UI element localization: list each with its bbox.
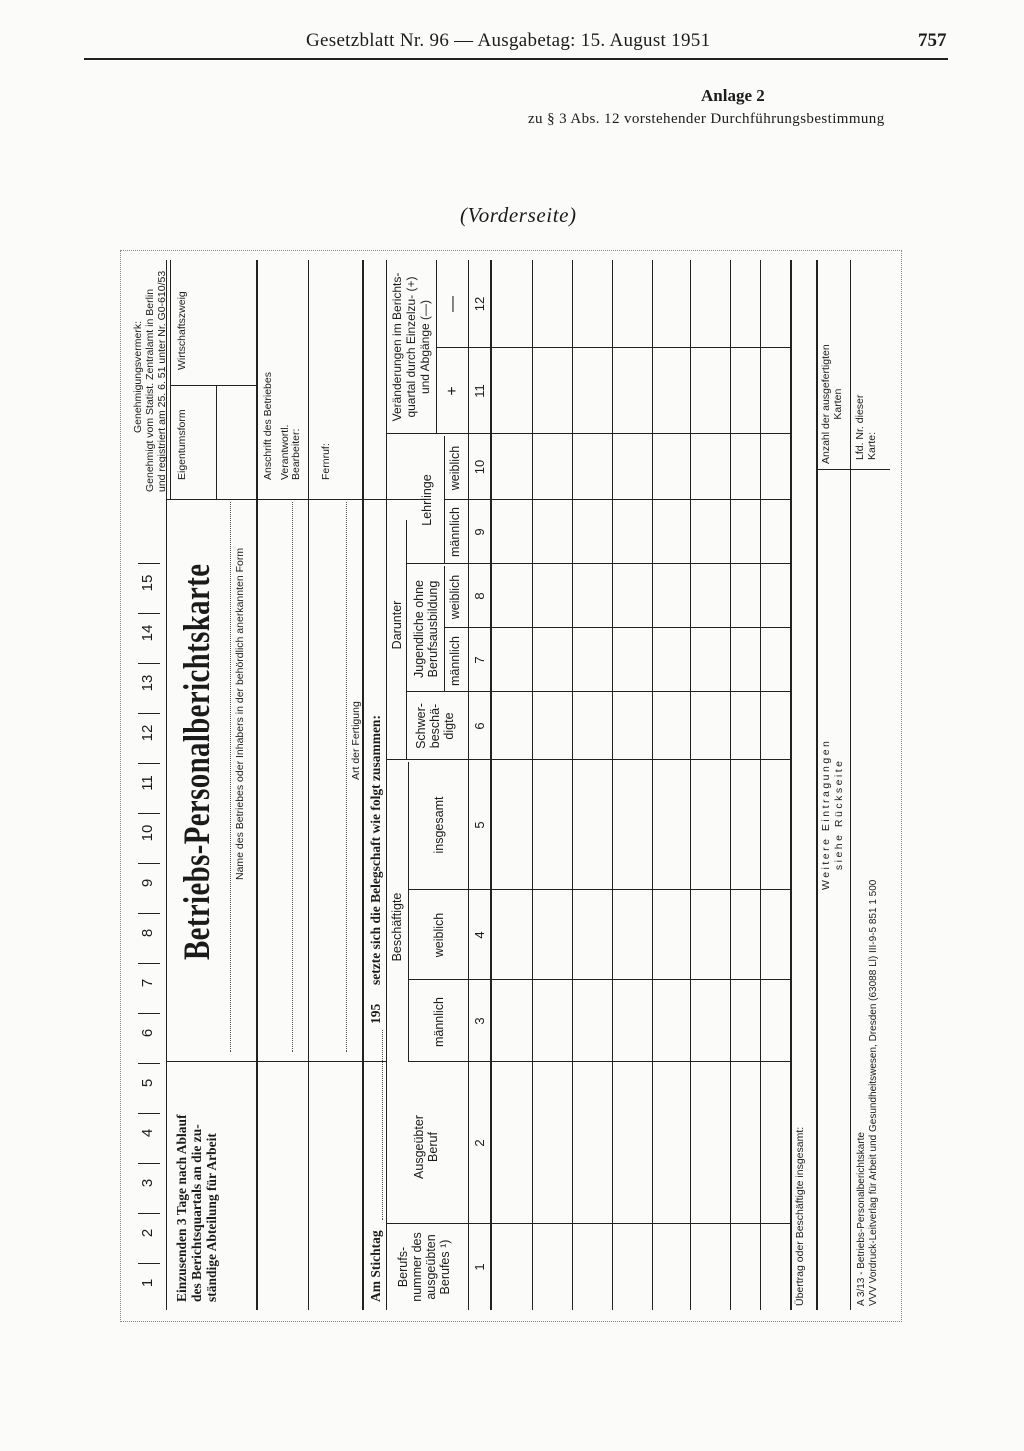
column-number-2: 2 <box>139 1228 156 1238</box>
hdr-plus: + <box>444 386 461 396</box>
approval-line-2: Genehmigt vom Statist. Zentralamt in Berlin <box>144 288 156 492</box>
column-number-tick <box>138 763 160 764</box>
index-rule-bottom <box>490 260 492 1310</box>
more-entries-2: siehe Rückseite <box>833 758 845 871</box>
hdr-appr-male: männlich <box>448 506 462 558</box>
hdr-male: männlich <box>432 996 446 1048</box>
annex-subtitle: zu § 3 Abs. 12 vorstehender Durchführungsbestimmung <box>528 111 885 127</box>
column-index-4: 4 <box>472 931 487 939</box>
column-number-3: 3 <box>139 1178 156 1188</box>
more-entries-1: Weitere Eintragungen <box>820 738 832 890</box>
column-number-11: 11 <box>139 775 156 791</box>
hdr-youth-1: Jugendliche ohne <box>412 580 426 678</box>
column-number-tick <box>138 1263 160 1264</box>
column-number-tick <box>138 1063 160 1064</box>
card-number-2: Karte: <box>866 431 878 460</box>
hdr-appr-rule <box>444 436 445 564</box>
address-rule-top <box>256 260 258 1310</box>
column-number-tick <box>138 813 160 814</box>
card-number <box>854 395 878 460</box>
responsible-line-2: Bearbeiter: <box>290 428 302 480</box>
column-number-6: 6 <box>139 1028 156 1038</box>
branch-caption: Wirtschaftszweig <box>176 291 188 370</box>
table-row-line <box>532 260 533 1310</box>
column-number-1: 1 <box>139 1278 156 1288</box>
hdr-appr-female: weiblich <box>448 445 462 491</box>
instruction-line-1: Einzusenden 3 Tage nach Ablauf <box>174 1114 189 1302</box>
column-number-tick <box>138 1113 160 1114</box>
production-rule <box>362 260 364 1310</box>
table-row-line <box>730 260 731 1310</box>
hdr-apprentices: Lehrlinge <box>420 474 434 526</box>
phone-caption: Fernruf: <box>320 443 332 480</box>
column-index-7: 7 <box>472 656 487 664</box>
instruction-line-2: des Berichtsquartals an die zu- <box>189 1124 204 1302</box>
hdr-occnum-4: Berufes ¹) <box>438 1239 452 1295</box>
table-column-line <box>436 347 790 348</box>
instruction-text <box>174 1072 219 1302</box>
hdr-occnum-2: nummer des <box>410 1232 424 1302</box>
column-index-9: 9 <box>472 528 487 536</box>
hdr-occupation-number <box>396 1228 452 1306</box>
approval-divider <box>166 499 426 500</box>
column-index-5: 5 <box>472 821 487 829</box>
ownership-rule <box>216 386 217 500</box>
cutoff-right: setzte sich die Belegschaft wie folgt zusammen: <box>368 715 383 985</box>
responsible-caption <box>280 425 302 480</box>
form-title: Betriebs-Personalberichtskarte <box>177 563 218 960</box>
page-number: 757 <box>918 30 947 51</box>
gazette-header: Gesetzblatt Nr. 96 — Ausgabetag: 15. August 1951 <box>306 30 711 51</box>
column-number-7: 7 <box>139 978 156 988</box>
table-column-line <box>444 627 790 628</box>
hdr-total: insgesamt <box>432 796 446 854</box>
column-number-9: 9 <box>139 878 156 888</box>
ownership-caption: Eigentumsform <box>176 409 188 480</box>
hdr-youth-female: weiblich <box>448 574 462 620</box>
more-entries <box>820 739 846 890</box>
hdr-youth <box>412 566 440 692</box>
table-column-line <box>408 979 790 980</box>
owner-name-line <box>230 502 231 1052</box>
address-line <box>292 502 293 1052</box>
table-column-line <box>406 691 790 692</box>
cutoff-rule <box>386 260 387 1310</box>
hdr-minus: — <box>444 296 461 312</box>
side-label: (Vorderseite) <box>460 203 577 227</box>
approval-line-3: und registriert am 25. 6. 51 unter Nr. G0-610/53 <box>156 270 168 492</box>
table-column-line <box>408 889 790 890</box>
column-number-tick <box>138 963 160 964</box>
table-column-line <box>444 499 790 500</box>
table-column-line <box>408 1061 790 1062</box>
hdr-dis-1: Schwer- <box>414 703 428 749</box>
card-number-1: Lfd. Nr. dieser <box>854 394 866 460</box>
annex-title: Anlage 2 <box>701 86 765 105</box>
cards-rule <box>850 260 851 1310</box>
column-number-13: 13 <box>139 674 156 692</box>
table-row-line <box>612 260 613 1310</box>
hdr-occnum-3: ausgeübten <box>424 1234 438 1300</box>
address-rule <box>308 260 309 1310</box>
hdr-changes <box>390 260 432 434</box>
hdr-employed: Beschäftigte <box>390 892 404 962</box>
table-row-line <box>572 260 573 1310</box>
column-number-tick <box>138 1013 160 1014</box>
column-number-tick <box>138 1163 160 1164</box>
imprint <box>856 880 880 1306</box>
hdr-chg-2: quartal durch Einzelzu- (+) <box>404 276 418 418</box>
instruction-line-3: ständige Abteilung für Arbeit <box>204 1133 219 1302</box>
hdr-chg-1: Veränderungen im Berichts- <box>390 272 404 422</box>
column-index-2: 2 <box>472 1139 487 1147</box>
table-column-line <box>406 563 790 564</box>
hdr-employed-rule <box>408 762 409 1062</box>
column-number-tick <box>138 863 160 864</box>
hdr-occupation <box>412 1072 440 1222</box>
column-index-10: 10 <box>472 459 487 475</box>
column-number-5: 5 <box>139 1078 156 1088</box>
column-number-4: 4 <box>139 1128 156 1138</box>
report-card-form <box>130 260 890 1310</box>
table-row-line <box>690 260 691 1310</box>
column-number-tick <box>138 613 160 614</box>
column-number-12: 12 <box>139 724 156 742</box>
approval-line-1: Genehmigungsvermerk: <box>132 320 144 434</box>
cards-total <box>820 344 844 464</box>
approval-text <box>132 262 168 492</box>
column-index-8: 8 <box>472 592 487 600</box>
column-index-6: 6 <box>472 722 487 730</box>
carry-over: Übertrag oder Beschäftigte insgesamt: <box>794 1126 806 1306</box>
hdr-chg-3: und Abgänge (—) <box>418 299 432 395</box>
column-index-1: 1 <box>472 1263 487 1271</box>
table-row-line <box>760 260 761 1310</box>
cutoff-left: Am Stichtag <box>368 1230 383 1302</box>
ownership-divider <box>170 385 256 386</box>
column-number-tick <box>138 563 160 564</box>
instruction-divider <box>166 1061 386 1062</box>
header-rule <box>84 58 948 60</box>
column-index-3: 3 <box>472 1017 487 1025</box>
hdr-disabled <box>414 694 456 758</box>
hdr-female: weiblich <box>432 912 446 958</box>
column-number-15: 15 <box>139 574 156 592</box>
column-number-tick <box>138 1213 160 1214</box>
hdr-dis-3: digte <box>442 712 456 740</box>
imprint-2: VVV Vordruck-Leitverlag für Arbeit und Gesundheitswesen, Dresden (63088 Ll) III-9-5 851 1 500 <box>868 879 879 1306</box>
hdr-occ-2: Beruf <box>426 1132 440 1162</box>
column-number-10: 10 <box>139 824 156 842</box>
column-number-tick <box>138 913 160 914</box>
cutoff-year: 195 <box>368 1003 383 1024</box>
cutoff-dotline <box>382 1030 383 1220</box>
hdr-occ-1: Ausgeübter <box>412 1115 426 1179</box>
imprint-1: A 3/13 - Betriebs-Personalberichtskarte <box>856 1132 867 1306</box>
table-bottom-rule <box>790 260 792 1310</box>
hdr-youth-male: männlich <box>448 635 462 687</box>
column-number-tick <box>138 663 160 664</box>
column-index-11: 11 <box>472 384 487 398</box>
carry-over-rule <box>816 260 818 1310</box>
column-number-8: 8 <box>139 928 156 938</box>
production-caption: Art der Fertigung <box>350 701 362 780</box>
cards-total-1: Anzahl der ausgefertigten <box>820 344 832 464</box>
hdr-youth-rule <box>444 566 445 692</box>
approval-rule <box>170 260 171 500</box>
responsible-line-1: Verantwortl. <box>279 424 291 480</box>
hdr-dis-2: beschä- <box>428 703 442 749</box>
owner-name-caption: Name des Betriebes oder Inhabers in der behördlich anerkannten Form <box>234 547 246 880</box>
hdr-of-which: Darunter <box>390 600 404 650</box>
column-number-tick <box>138 713 160 714</box>
table-row-line <box>652 260 653 1310</box>
production-line <box>346 502 347 1052</box>
column-number-14: 14 <box>139 624 156 642</box>
column-index-12: 12 <box>472 296 487 312</box>
address-caption-visible: Anschrift des Betriebes <box>262 372 274 480</box>
hdr-youth-2: Berufsausbildung <box>426 580 440 678</box>
index-rule-top <box>468 260 469 1310</box>
cards-divider <box>816 469 890 470</box>
cards-total-2: Karten <box>832 388 844 420</box>
hdr-of-which-rule <box>406 520 407 760</box>
hdr-occnum-1: Berufs- <box>396 1246 410 1288</box>
